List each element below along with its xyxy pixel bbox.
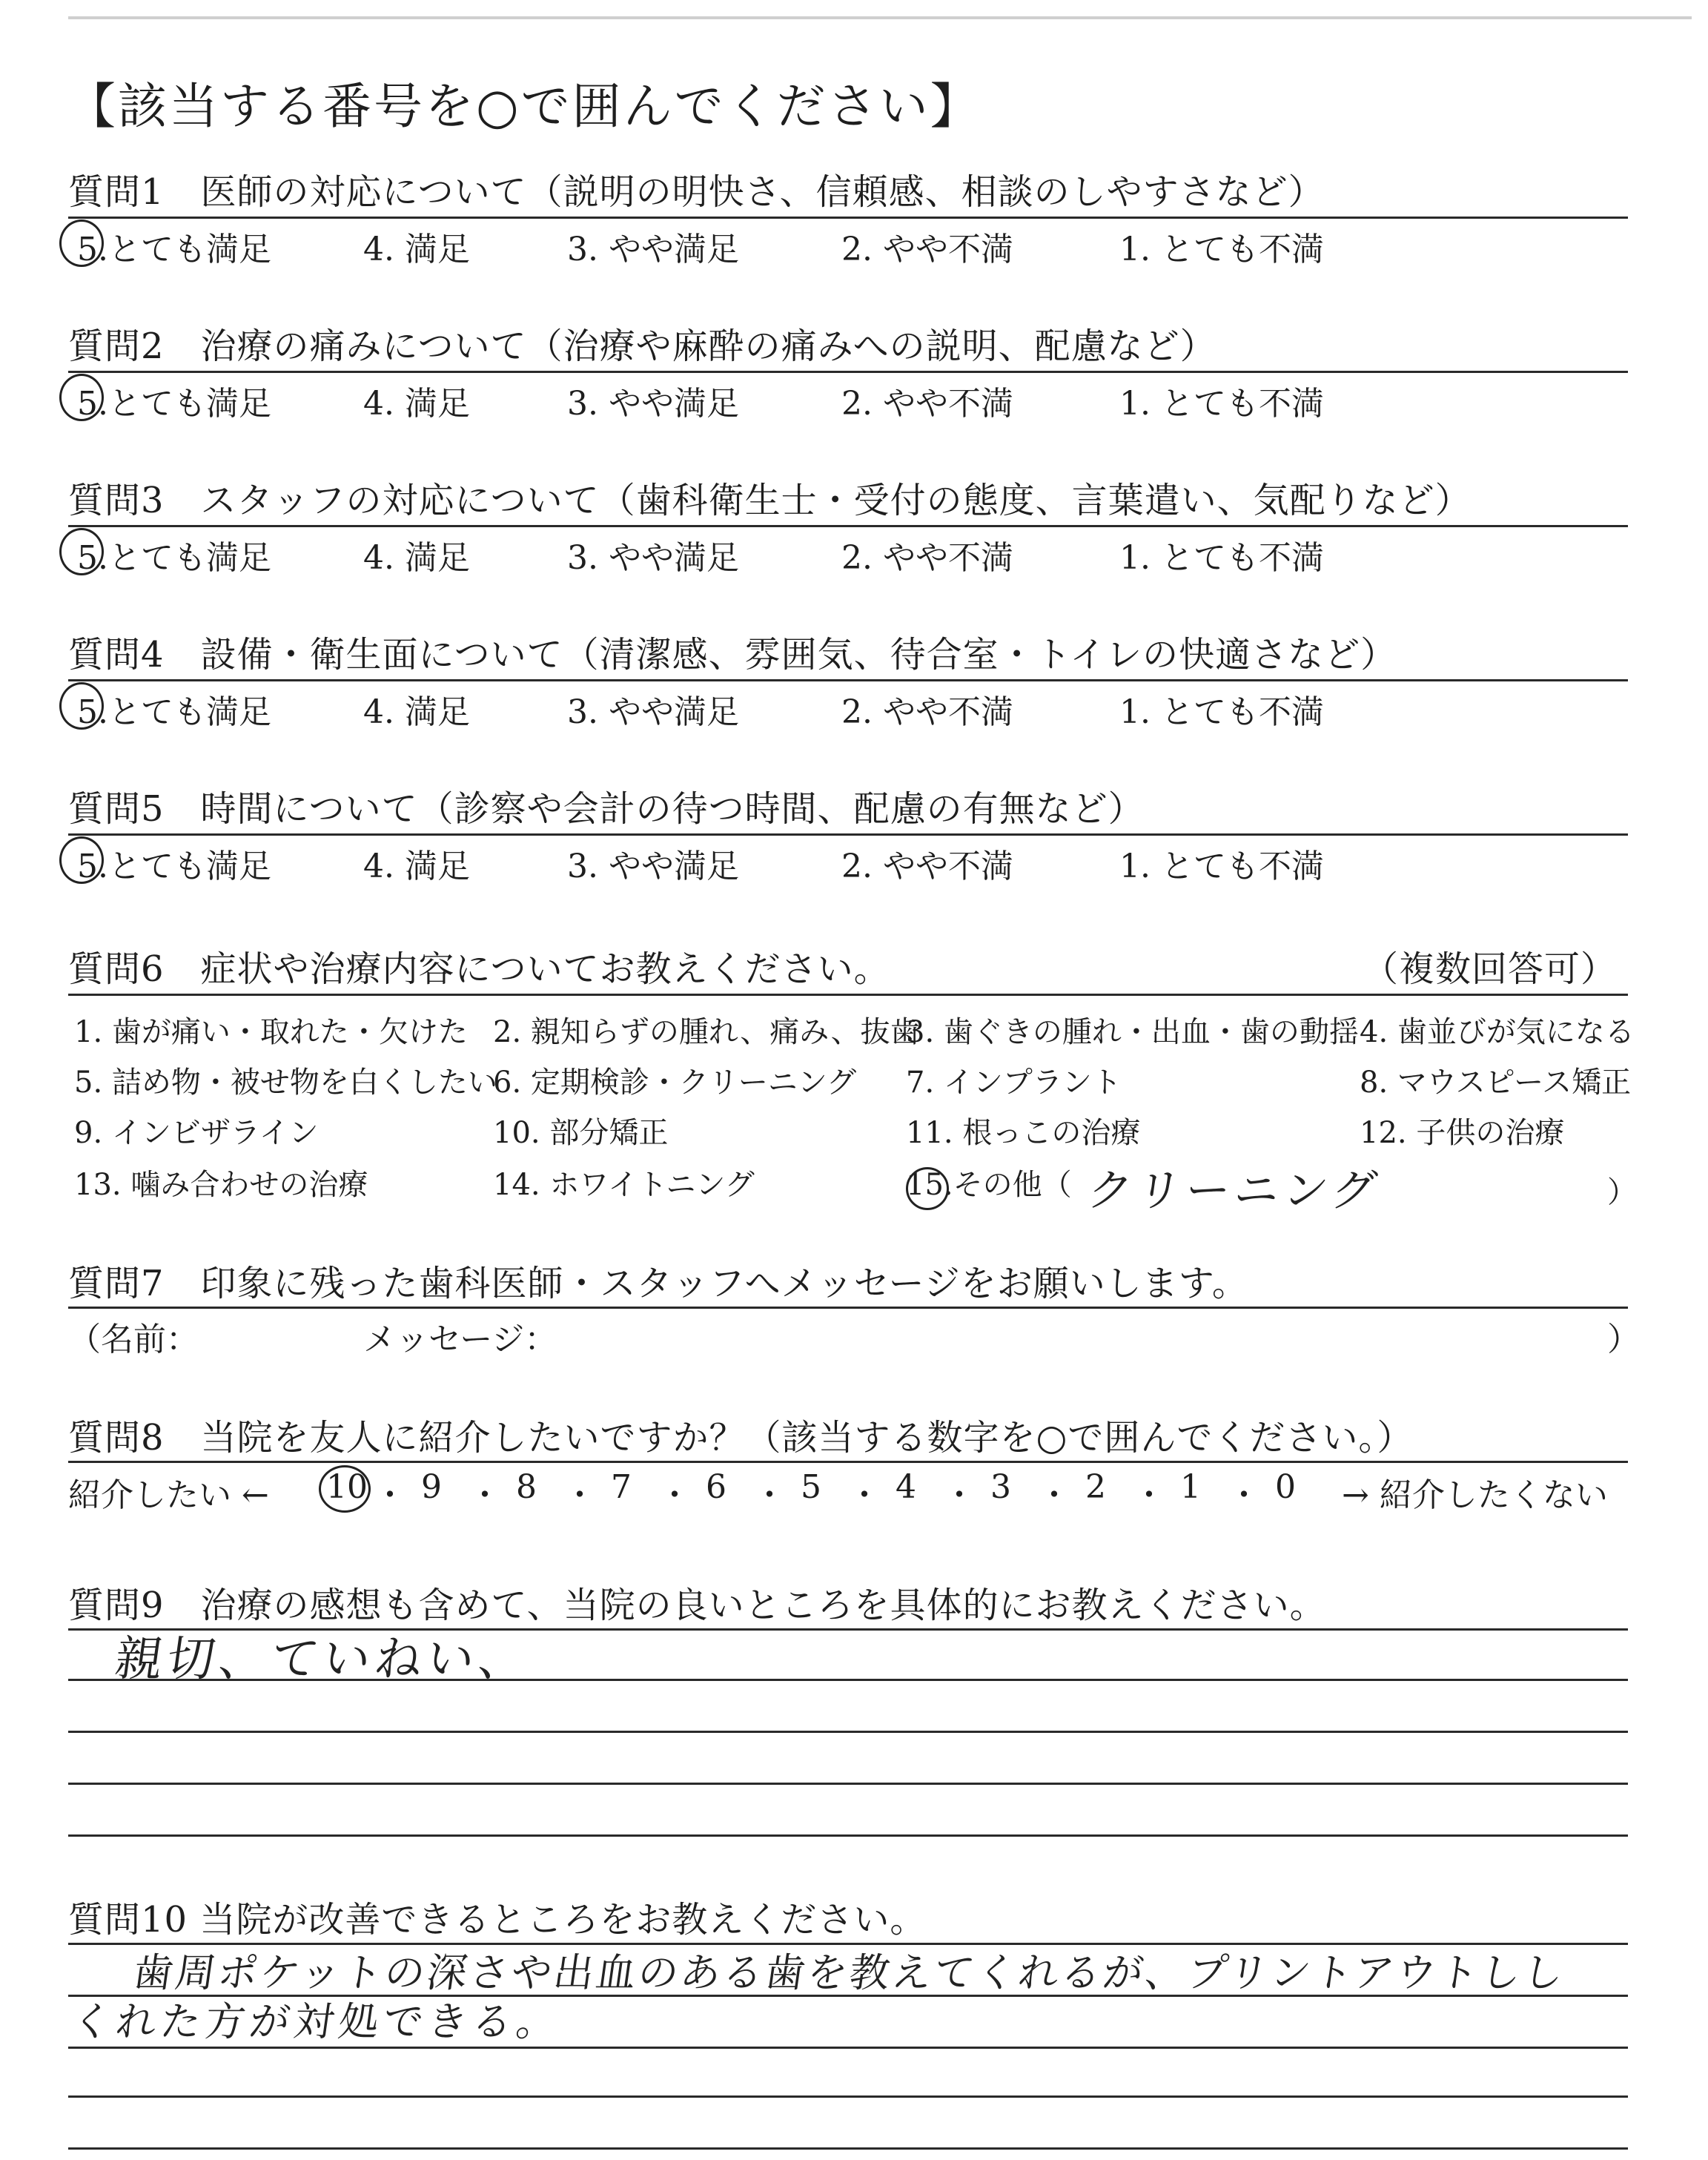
q8-title: 質問8 当院を友人に紹介したいですか？（該当する数字を○で囲んでください。） [68,1417,1414,1459]
q6-option-6[interactable]: 6. 定期検診・クリーニング [493,1066,857,1100]
q1-selected-circle [59,219,104,267]
q3-title: 質問3 スタッフの対応について（歯科衛生士・受付の態度、言葉遣い、気配りなど） [68,480,1472,521]
q8-scale-7[interactable]: 7 [611,1468,632,1506]
q2-option-2[interactable]: 2. やや不満 [841,385,1013,423]
q5-option-1[interactable]: 1. とても不満 [1119,848,1324,885]
q8-scale-separator: ・ [848,1476,881,1514]
q4-option-5[interactable]: 5.とても満足 [77,693,271,731]
q8-scale-1[interactable]: 1 [1180,1468,1201,1506]
q6-rule [68,994,1628,996]
q8-scale-4[interactable]: 4 [896,1468,916,1506]
q9-rule-4 [68,1783,1628,1785]
q7-title: 質問7 印象に残った歯科医師・スタッフへメッセージをお願いします。 [68,1263,1248,1304]
q8-scale-separator: ・ [753,1476,786,1514]
q10-answer-line-1: 歯周ポケットの深さや出血のある歯を教えてくれるが、プリントアウトしし [130,1949,1569,1996]
q7-rule [68,1307,1628,1309]
q3-rule [68,525,1628,527]
q3-option-3[interactable]: 3. やや満足 [567,539,739,577]
q6-option-10[interactable]: 10. 部分矯正 [493,1116,669,1150]
q8-scale-separator: ・ [943,1476,976,1514]
q6-option-11[interactable]: 11. 根っこの治療 [906,1116,1141,1150]
q3-option-1[interactable]: 1. とても不満 [1119,539,1324,577]
q4-option-3[interactable]: 3. やや満足 [567,693,739,731]
q6-other-answer: クリーニング [1084,1165,1385,1217]
q8-scale-9[interactable]: 9 [421,1468,442,1506]
q6-title: 質問6 症状や治療内容についてお教えください。 [68,948,890,990]
q4-option-2[interactable]: 2. やや不満 [841,693,1013,731]
q6-note: （複数回答可） [1363,948,1618,990]
q3-option-4[interactable]: 4. 満足 [363,539,470,577]
q1-option-3[interactable]: 3. やや満足 [567,231,739,268]
q1-option-2[interactable]: 2. やや不満 [841,231,1013,268]
q9-title: 質問9 治療の感想も含めて、当院の良いところを具体的にお教えください。 [68,1585,1326,1626]
q9-rule-5 [68,1834,1628,1837]
q10-rule-5 [68,2147,1628,2150]
q10-title: 質問10 当院が改善できるところをお教えください。 [68,1899,927,1941]
q2-rule [68,371,1628,373]
q8-scale-separator: ・ [1228,1476,1260,1514]
q5-title: 質問5 時間について（診察や会計の待つ時間、配慮の有無など） [68,788,1145,830]
q8-right-label: → 紹介したくない [1342,1476,1608,1514]
q6-option-4[interactable]: 4. 歯並びが気になる [1360,1015,1635,1049]
q6-option-14[interactable]: 14. ホワイトニング [493,1168,755,1202]
q4-title: 質問4 設備・衛生面について（清潔感、雰囲気、待合室・トイレの快適さなど） [68,634,1397,676]
q2-selected-circle [59,374,104,421]
instructions-header: 【該当する番号を○で囲んでください】 [67,78,982,135]
q8-scale-10[interactable]: 10 [326,1468,368,1506]
q8-scale-0[interactable]: 0 [1275,1468,1296,1506]
q6-option-13[interactable]: 13. 噛み合わせの治療 [74,1168,368,1202]
q6-option-12[interactable]: 12. 子供の治療 [1360,1116,1565,1150]
q9-answer: 親切、ていねい、 [111,1632,534,1687]
q2-option-3[interactable]: 3. やや満足 [567,385,739,423]
q6-option-1[interactable]: 1. 歯が痛い・取れた・欠けた [74,1015,468,1049]
q3-option-5[interactable]: 5.とても満足 [77,539,271,577]
q10-rule-4 [68,2095,1628,2098]
q8-rule [68,1461,1628,1463]
q2-title: 質問2 治療の痛みについて（治療や麻酔の痛みへの説明、配慮など） [68,326,1217,367]
q4-selected-circle [59,682,104,730]
q2-option-5[interactable]: 5.とても満足 [77,385,271,423]
q7-close-paren: ） [1607,1321,1640,1358]
q5-selected-circle [59,836,104,884]
q8-scale-separator: ・ [374,1476,406,1514]
q3-selected-circle [59,528,104,575]
q6-other-close-paren: ） [1607,1175,1637,1209]
q1-option-5[interactable]: 5.とても満足 [77,231,271,268]
q8-scale-separator: ・ [1038,1476,1070,1514]
q8-scale-separator: ・ [469,1476,501,1514]
q1-title: 質問1 医師の対応について（説明の明快さ、信頼感、相談のしやすさなど） [68,171,1325,213]
q6-option-2[interactable]: 2. 親知らずの腫れ、痛み、抜歯 [493,1015,920,1049]
q5-option-3[interactable]: 3. やや満足 [567,848,739,885]
q1-option-1[interactable]: 1. とても不満 [1119,231,1324,268]
q6-option-15[interactable]: 15.その他（ [906,1168,1072,1202]
q8-scale-separator: ・ [563,1476,596,1514]
q8-scale-3[interactable]: 3 [990,1468,1011,1506]
q4-rule [68,679,1628,681]
q6-option-3[interactable]: 3. 歯ぐきの腫れ・出血・歯の動揺 [906,1015,1359,1049]
q4-option-4[interactable]: 4. 満足 [363,693,470,731]
scan-top-edge [68,16,1692,19]
q3-option-2[interactable]: 2. やや不満 [841,539,1013,577]
q5-option-4[interactable]: 4. 満足 [363,848,470,885]
q8-scale-separator: ・ [1133,1476,1165,1514]
q8-scale-separator: ・ [658,1476,691,1514]
q9-rule-3 [68,1731,1628,1733]
q8-scale-8[interactable]: 8 [516,1468,537,1506]
q4-option-1[interactable]: 1. とても不満 [1119,693,1324,731]
q2-option-4[interactable]: 4. 満足 [363,385,470,423]
q2-option-1[interactable]: 1. とても不満 [1119,385,1324,423]
q8-scale-5[interactable]: 5 [801,1468,821,1506]
q6-option-8[interactable]: 8. マウスピース矯正 [1360,1066,1632,1100]
q7-message-label: メッセージ： [363,1321,557,1358]
q1-option-4[interactable]: 4. 満足 [363,231,470,268]
q8-scale-6[interactable]: 6 [706,1468,726,1506]
q5-option-2[interactable]: 2. やや不満 [841,848,1013,885]
q8-left-label: 紹介したい ← [68,1476,269,1514]
q5-option-5[interactable]: 5.とても満足 [77,848,271,885]
q6-option-7[interactable]: 7. インプラント [906,1066,1122,1100]
q7-name-label: （名前： [68,1321,199,1358]
q5-rule [68,833,1628,836]
q8-selected-circle [319,1465,371,1513]
q1-rule [68,217,1628,219]
q8-scale-2[interactable]: 2 [1085,1468,1106,1506]
q10-answer-line-2: くれた方が対処できる。 [68,1998,565,2045]
q6-option-9[interactable]: 9. インビザライン [74,1116,319,1150]
q6-selected-circle [906,1167,949,1210]
q6-option-5[interactable]: 5. 詰め物・被せ物を白くしたい [74,1066,497,1100]
